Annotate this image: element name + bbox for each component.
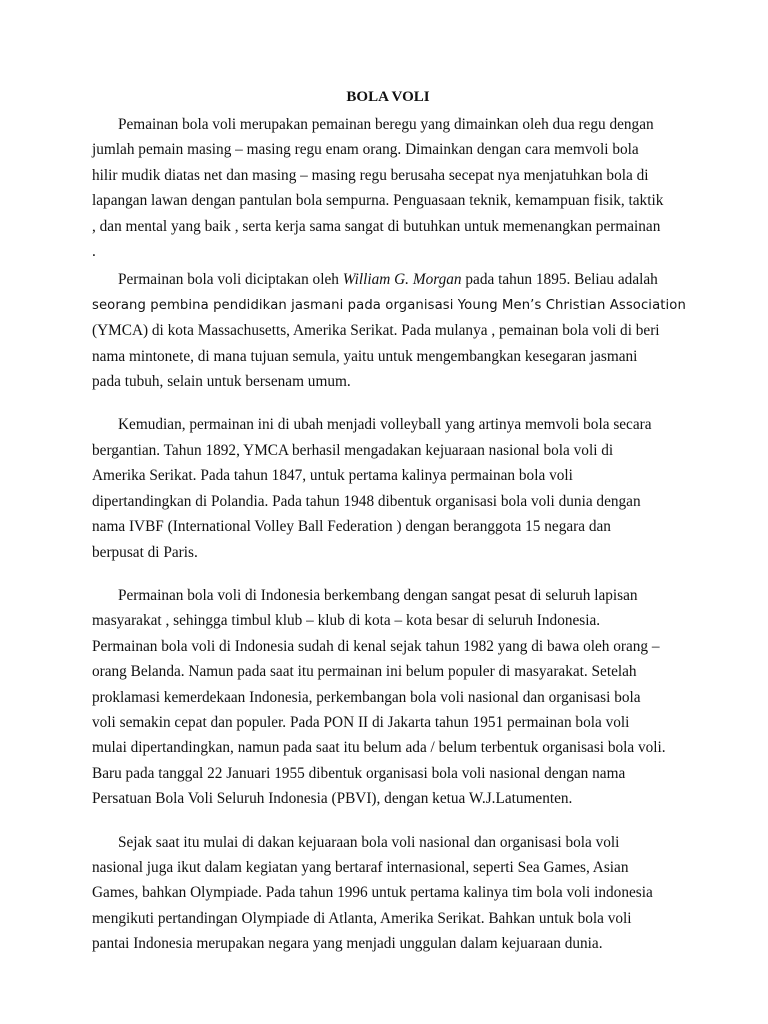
paragraph-2-line-4: nama mintonete, di mana tujuan semula, yaitu untuk mengembangkan kesegaran jasmani: [92, 347, 638, 365]
paragraph-4-line-8: Baru pada tanggal 22 Januari 1955 dibentuk organisasi bola voli nasional dengan nama: [92, 764, 626, 782]
paragraph-5: [92, 830, 684, 957]
paragraph-3-line-3: Amerika Serikat. Pada tahun 1847, untuk pertama kalinya permainan bola voli: [92, 467, 573, 485]
paragraph-5-line-3: Games, bahkan Olympiade. Pada tahun 1996 untuk pertama kalinya tim bola voli indonesia: [92, 884, 653, 902]
paragraph-3: [92, 412, 684, 564]
paragraph-2-line-1-before: Permainan bola voli diciptakan oleh: [118, 271, 343, 289]
paragraph-5-line-5: pantai Indonesia merupakan negara yang menjadi unggulan dalam kejuaraan dunia.: [92, 935, 603, 953]
paragraph-5-line-2: nasional juga ikut dalam kegiatan yang bertaraf internasional, seperti Sea Games, Asian: [92, 858, 629, 876]
paragraph-4-line-5: proklamasi kemerdekaan Indonesia, perkembangan bola voli nasional dan organisasi bola: [92, 688, 641, 706]
paragraph-4-line-4: orang Belanda. Namun pada saat itu permainan ini belum populer di masyarakat. Setelah: [92, 663, 637, 681]
paragraph-2-line-2: seorang pembina pendidikan jasmani pada organisasi Young Men’s Christian Association: [92, 297, 686, 313]
paragraph-1-line-4: lapangan lawan dengan pantulan bola sempurna. Penguasaan teknik, kemampuan fisik, taktik: [92, 192, 664, 210]
paragraph-4-line-9: Persatuan Bola Voli Seluruh Indonesia (PBVI), dengan ketua W.J.Latumenten.: [92, 790, 573, 808]
author-name: William G. Morgan: [342, 271, 462, 289]
paragraph-4-line-3: Permainan bola voli di Indonesia sudah di kenal sejak tahun 1982 yang di bawa oleh orang –: [92, 637, 660, 655]
paragraph-1: [92, 112, 684, 264]
paragraph-4: [92, 583, 684, 812]
paragraph-2-line-1-after: pada tahun 1895. Beliau adalah: [461, 271, 658, 289]
paragraph-1-line-5: , dan mental yang baik , serta kerja sama sangat di butuhkan untuk memenangkan permainan: [92, 217, 661, 235]
paragraph-1-line-3: hilir mudik diatas net dan masing – masing regu berusaha secepat nya menjatuhkan bola di: [92, 166, 649, 184]
paragraph-1-line-2: jumlah pemain masing – masing regu enam orang. Dimainkan dengan cara memvoli bola: [92, 141, 639, 159]
paragraph-1-line-6: .: [92, 243, 96, 261]
paragraph-2-line-1: [92, 267, 684, 292]
paragraph-3-line-6: berpusat di Paris.: [92, 543, 198, 561]
paragraph-4-line-6: voli semakin cepat dan populer. Pada PON II di Jakarta tahun 1951 permainan bola voli: [92, 713, 630, 731]
paragraph-3-line-5: nama IVBF (International Volley Ball Federation ) dengan beranggota 15 negara dan: [92, 518, 611, 536]
paragraph-1-line-1: Pemainan bola voli merupakan pemainan beregu yang dimainkan oleh dua regu dengan: [118, 116, 654, 133]
paragraph-2-line-5: pada tubuh, selain untuk bersenam umum.: [92, 373, 351, 391]
paragraph-3-line-2: bergantian. Tahun 1892, YMCA berhasil mengadakan kejuaraan nasional bola voli di: [92, 441, 614, 459]
paragraph-5-line-1: Sejak saat itu mulai di dakan kejuaraan bola voli nasional dan organisasi bola voli: [118, 833, 620, 851]
paragraph-2-line-3: (YMCA) di kota Massachusetts, Amerika Serikat. Pada mulanya , pemainan bola voli di beri: [92, 322, 660, 340]
paragraph-4-line-7: mulai dipertandingkan, namun pada saat itu belum ada / belum terbentuk organisasi bola voli.: [92, 739, 666, 757]
paragraph-5-line-4: mengikuti pertandingan Olympiade di Atlanta, Amerika Serikat. Bahkan untuk bola voli: [92, 909, 632, 927]
paragraph-4-line-1: Permainan bola voli di Indonesia berkembang dengan sangat pesat di seluruh lapisan: [118, 586, 638, 604]
paragraph-4-line-2: masyarakat , sehingga timbul klub – klub di kota – kota besar di seluruh Indonesia.: [92, 612, 601, 630]
paragraph-2: [92, 267, 684, 394]
paragraph-3-line-1: Kemudian, permainan ini di ubah menjadi volleyball yang artinya memvoli bola secara: [118, 416, 652, 434]
paragraph-3-line-4: dipertandingkan di Polandia. Pada tahun 1948 dibentuk organisasi bola voli dunia dengan: [92, 492, 641, 510]
document-page: [92, 84, 684, 957]
document-title: BOLA VOLI: [346, 89, 430, 105]
